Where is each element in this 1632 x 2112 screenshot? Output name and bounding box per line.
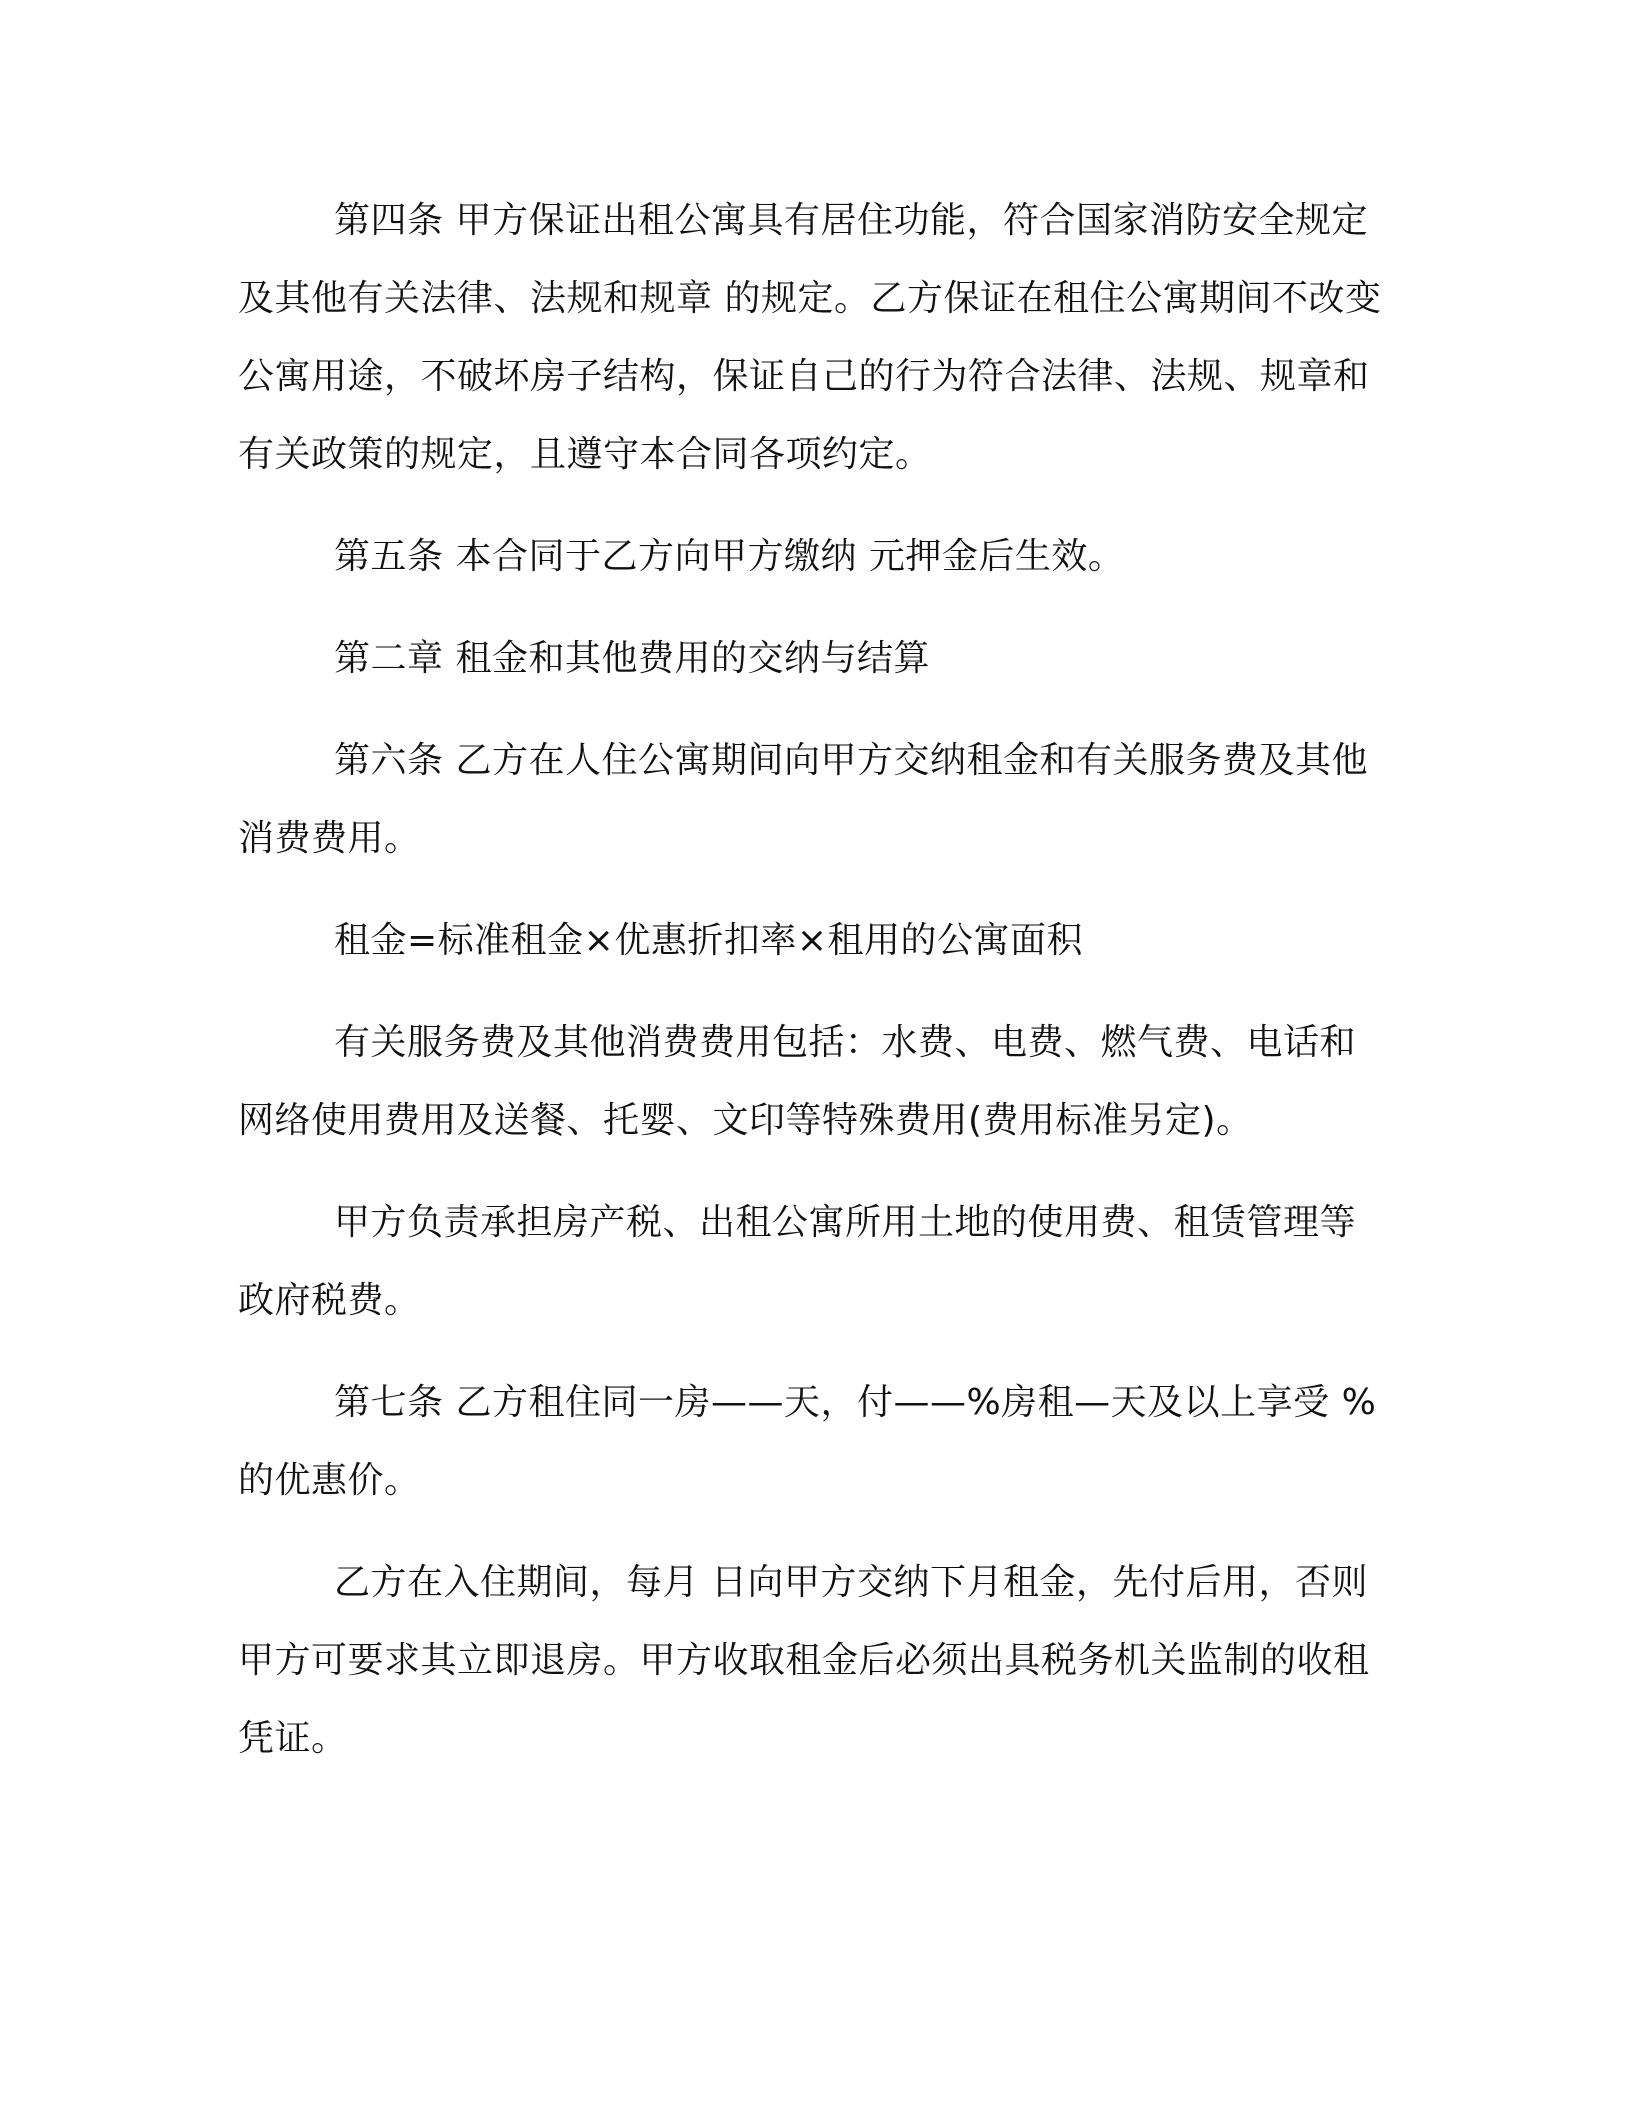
- paragraph-monthly-payment: 乙方在入住期间，每月 日向甲方交纳下月租金，先付后用，否则甲方可要求其立即退房。甲方收取租金后必须出具税务机关监制的收租凭证。: [238, 1562, 1370, 1759]
- document-body: [238, 182, 1388, 1778]
- paragraph-article-5: 第五条 本合同于乙方向甲方缴纳 元押金后生效。: [334, 536, 1125, 577]
- paragraph-article-4: 第四条 甲方保证出租公寓具有居住功能，符合国家消防安全规定及其他有关法律、法规和规章 的规定。乙方保证在租住公寓期间不改变公寓用途，不破坏房子结构，保证自己的行为符合法律、法规、规章和有关政策的规定，且遵守本合同各项约定。: [238, 200, 1382, 475]
- paragraph-article-7: 第七条 乙方租住同一房——天，付——%房租—天及以上享受 %的优惠价。: [238, 1382, 1377, 1501]
- paragraph-service-fees: 有关服务费及其他消费费用包括：水费、电费、燃气费、电话和网络使用费用及送餐、托婴、文印等特殊费用(费用标准另定)。: [238, 1022, 1357, 1141]
- paragraph-rent-formula: 租金=标准租金×优惠折扣率×租用的公寓面积: [334, 920, 1083, 961]
- chapter-2-heading: 第二章 租金和其他费用的交纳与结算: [334, 638, 930, 679]
- paragraph-landlord-taxes: 甲方负责承担房产税、出租公寓所用土地的使用费、租赁管理等政府税费。: [238, 1202, 1357, 1321]
- paragraph-article-6: 第六条 乙方在人住公寓期间向甲方交纳租金和有关服务费及其他消费费用。: [238, 740, 1368, 859]
